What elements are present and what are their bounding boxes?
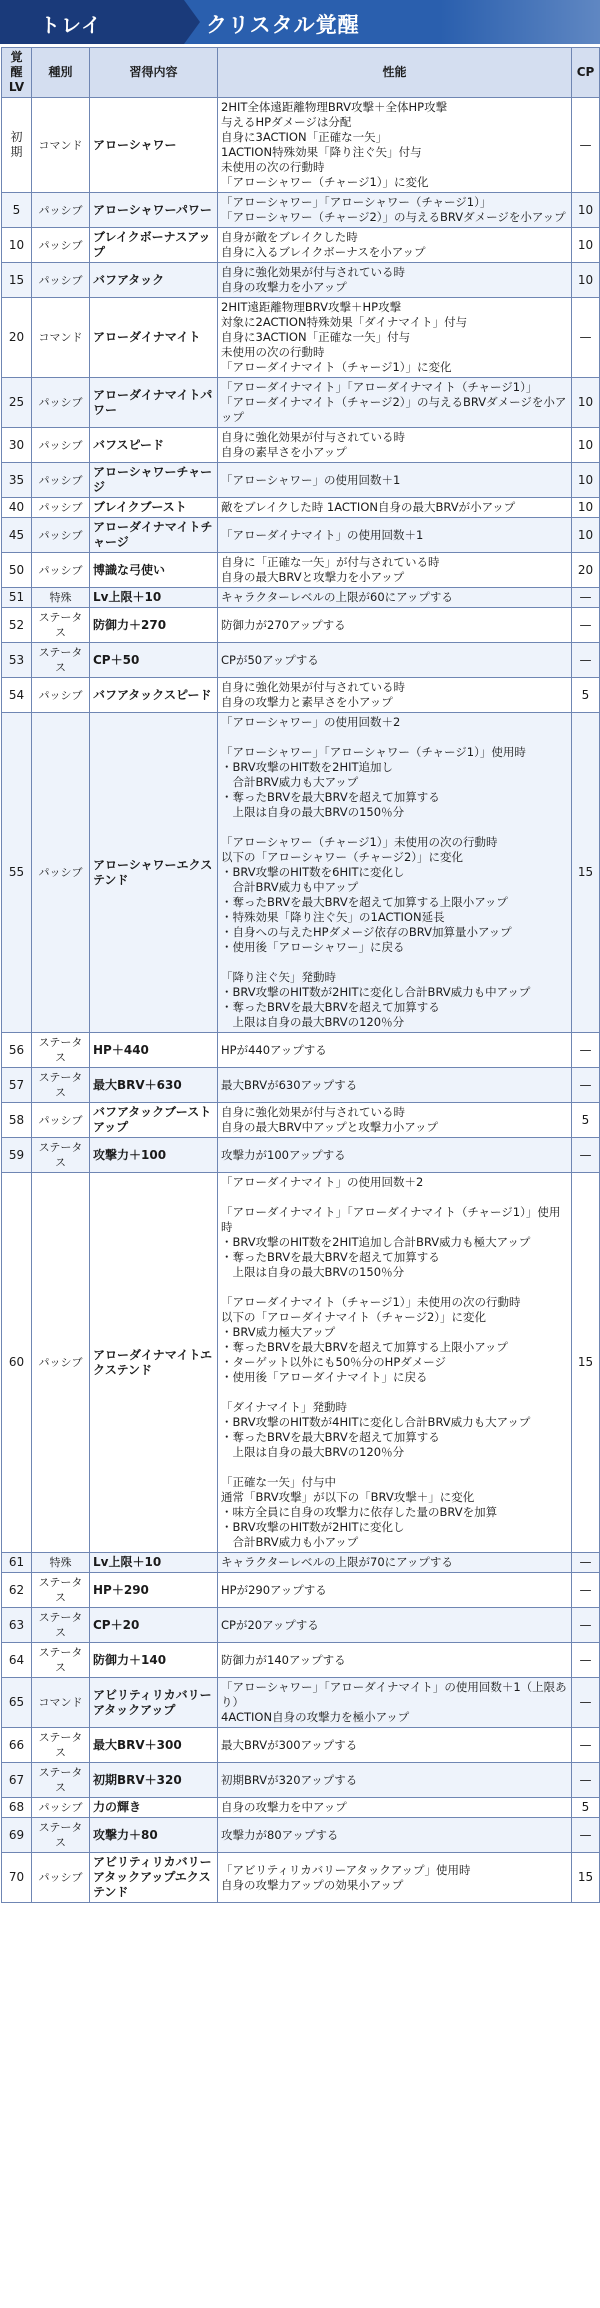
table-row xyxy=(2,98,600,193)
skill-name-cell: アローダイナマイト xyxy=(90,298,218,378)
performance-cell xyxy=(218,643,572,678)
table-row xyxy=(2,228,600,263)
performance-line: HPが290アップする xyxy=(221,1582,327,1597)
skill-name-cell: アビリティリカバリーアタックアップエクステンド xyxy=(90,1853,218,1903)
performance-cell xyxy=(218,518,572,553)
performance-line: CPが20アップする xyxy=(221,1617,319,1632)
awakening-level-cell: 25 xyxy=(2,378,32,428)
performance-line: 対象に2ACTION特殊効果「ダイナマイト」付与 xyxy=(221,315,468,329)
skill-name-cell: アビリティリカバリーアタックアップ xyxy=(90,1678,218,1728)
performance-line: 自身に強化効果が付与されている時 xyxy=(221,680,405,694)
cp-cell: 5 xyxy=(572,678,600,713)
skill-name-cell: CP＋50 xyxy=(90,643,218,678)
performance-cell xyxy=(218,588,572,608)
type-cell: 特殊 xyxy=(32,1553,90,1573)
type-cell: パッシブ xyxy=(32,1853,90,1903)
type-cell: ステータス xyxy=(32,1728,90,1763)
table-row xyxy=(2,1033,600,1068)
performance-line: 以下の「アローダイナマイト（チャージ2）」に変化 xyxy=(221,1310,487,1324)
performance-cell xyxy=(218,98,572,193)
cp-cell: 5 xyxy=(572,1103,600,1138)
performance-line: ・奪ったBRVを最大BRVを超えて加算する xyxy=(221,1430,440,1444)
performance-line: 「アローシャワー（チャージ1）」未使用の次の行動時 xyxy=(221,835,498,849)
awakening-level-cell: 54 xyxy=(2,678,32,713)
cp-cell: — xyxy=(572,1608,600,1643)
performance-cell xyxy=(218,1068,572,1103)
skill-name-cell: 防御力＋270 xyxy=(90,608,218,643)
header-decoration xyxy=(440,0,600,44)
performance-line: 未使用の次の行動時 xyxy=(221,160,325,174)
type-cell: パッシブ xyxy=(32,518,90,553)
performance-line: 自身の攻撃力を小アップ xyxy=(221,280,347,294)
awakening-level-cell: 51 xyxy=(2,588,32,608)
performance-cell xyxy=(218,553,572,588)
performance-line: 「アビリティリカバリーアタックアップ」使用時 xyxy=(221,1862,471,1877)
type-cell: パッシブ xyxy=(32,553,90,588)
awakening-level-cell: 35 xyxy=(2,463,32,498)
type-cell: パッシブ xyxy=(32,428,90,463)
awakening-level-cell: 68 xyxy=(2,1798,32,1818)
performance-line: ・奪ったBRVを最大BRVを超えて加算する上限小アップ xyxy=(221,895,508,909)
cp-cell: — xyxy=(572,1678,600,1728)
awakening-level-cell: 70 xyxy=(2,1853,32,1903)
cp-cell: 10 xyxy=(572,498,600,518)
performance-line xyxy=(221,1190,568,1205)
type-cell: パッシブ xyxy=(32,1798,90,1818)
type-cell: ステータス xyxy=(32,1068,90,1103)
col-header-skill: 習得内容 xyxy=(90,48,218,98)
performance-cell xyxy=(218,1573,572,1608)
skill-name-cell: 博識な弓使い xyxy=(90,553,218,588)
type-cell: パッシブ xyxy=(32,1173,90,1553)
table-row xyxy=(2,1763,600,1798)
performance-line: 「アローシャワー（チャージ2）」の与えるBRVダメージを小アップ xyxy=(221,210,566,224)
skill-name-cell: ブレイクブースト xyxy=(90,498,218,518)
skill-name-cell: アローシャワーチャージ xyxy=(90,463,218,498)
performance-line xyxy=(221,1385,568,1400)
cp-cell: 10 xyxy=(572,378,600,428)
performance-line: 自身に3ACTION「正確な一矢」付与 xyxy=(221,330,411,344)
col-header-cp: CP xyxy=(572,48,600,98)
performance-line: ・BRV攻撃のHIT数を2HIT追加し xyxy=(221,760,394,774)
performance-line: 「アローシャワー」の使用回数＋1 xyxy=(221,472,401,487)
performance-cell xyxy=(218,608,572,643)
skill-name-cell: CP＋20 xyxy=(90,1608,218,1643)
skill-name-cell: アローダイナマイトパワー xyxy=(90,378,218,428)
performance-cell xyxy=(218,463,572,498)
type-cell: 特殊 xyxy=(32,588,90,608)
cp-cell: — xyxy=(572,1553,600,1573)
col-header-type: 種別 xyxy=(32,48,90,98)
cp-cell: 10 xyxy=(572,428,600,463)
type-cell: ステータス xyxy=(32,643,90,678)
type-cell: コマンド xyxy=(32,98,90,193)
awakening-level-cell: 10 xyxy=(2,228,32,263)
col-header-lv: 覚醒LV xyxy=(2,48,32,98)
awakening-level-cell: 66 xyxy=(2,1728,32,1763)
type-cell: パッシブ xyxy=(32,713,90,1033)
cp-cell: — xyxy=(572,98,600,193)
cp-cell: 10 xyxy=(572,228,600,263)
cp-cell: — xyxy=(572,608,600,643)
page-header xyxy=(0,0,600,47)
performance-line xyxy=(221,1280,568,1295)
performance-line: 最大BRVが300アップする xyxy=(221,1737,358,1752)
type-cell: ステータス xyxy=(32,1138,90,1173)
awakening-level-cell: 53 xyxy=(2,643,32,678)
type-cell: ステータス xyxy=(32,1608,90,1643)
performance-line: CPが50アップする xyxy=(221,652,319,667)
skill-name-cell: 力の輝き xyxy=(90,1798,218,1818)
performance-line xyxy=(221,1460,568,1475)
performance-cell xyxy=(218,1608,572,1643)
performance-line: 上限は自身の最大BRVの120％分 xyxy=(221,1445,405,1459)
performance-cell xyxy=(218,378,572,428)
performance-line xyxy=(221,955,568,970)
performance-line: 「正確な一矢」付与中 xyxy=(221,1475,336,1489)
skill-name-cell: 初期BRV＋320 xyxy=(90,1763,218,1798)
skill-name-cell: Lv上限＋10 xyxy=(90,1553,218,1573)
awakening-level-cell: 63 xyxy=(2,1608,32,1643)
performance-line: ・BRV攻撃のHIT数が2HITに変化し合計BRV威力も中アップ xyxy=(221,985,531,999)
skill-name-cell: HP＋440 xyxy=(90,1033,218,1068)
table-row xyxy=(2,1818,600,1853)
type-cell: ステータス xyxy=(32,1763,90,1798)
type-cell: ステータス xyxy=(32,1033,90,1068)
cp-cell: — xyxy=(572,298,600,378)
performance-line: ・特殊効果「降り注ぐ矢」の1ACTION延長 xyxy=(221,910,445,924)
type-cell: ステータス xyxy=(32,1818,90,1853)
cp-cell: 10 xyxy=(572,193,600,228)
type-cell: パッシブ xyxy=(32,263,90,298)
performance-line: 合計BRV威力も大アップ xyxy=(221,775,359,789)
table-row xyxy=(2,1608,600,1643)
type-cell: パッシブ xyxy=(32,193,90,228)
performance-cell xyxy=(218,1763,572,1798)
type-cell: パッシブ xyxy=(32,463,90,498)
awakening-level-cell: 5 xyxy=(2,193,32,228)
performance-line: 「アローシャワー」「アローダイナマイト」の使用回数＋1（上限あり） xyxy=(221,1680,567,1709)
cp-cell: 15 xyxy=(572,713,600,1033)
performance-line: 攻撃力が100アップする xyxy=(221,1147,346,1162)
performance-line: 与えるHPダメージは分配 xyxy=(221,115,352,129)
cp-cell: — xyxy=(572,1033,600,1068)
performance-line: 「アローシャワー」「アローシャワー（チャージ1）」 xyxy=(221,195,492,209)
awakening-level-cell: 64 xyxy=(2,1643,32,1678)
performance-line: 「アローダイナマイト（チャージ2）」の与えるBRVダメージを小アップ xyxy=(221,395,567,424)
skill-name-cell: 最大BRV＋630 xyxy=(90,1068,218,1103)
section-title: クリスタル覚醒 xyxy=(206,13,360,37)
performance-line: 合計BRV威力も中アップ xyxy=(221,880,359,894)
col-header-performance: 性能 xyxy=(218,48,572,98)
table-row xyxy=(2,428,600,463)
awakening-level-cell: 67 xyxy=(2,1763,32,1798)
cp-cell: 10 xyxy=(572,463,600,498)
type-cell: ステータス xyxy=(32,1643,90,1678)
cp-cell: — xyxy=(572,1643,600,1678)
performance-line: 「アローダイナマイト」の使用回数＋1 xyxy=(221,527,424,542)
performance-line: 「降り注ぐ矢」発動時 xyxy=(221,970,336,984)
cp-cell: — xyxy=(572,1573,600,1608)
performance-cell xyxy=(218,298,572,378)
skill-name-cell: ブレイクボーナスアップ xyxy=(90,228,218,263)
performance-line: 上限は自身の最大BRVの150％分 xyxy=(221,805,405,819)
table-row xyxy=(2,1728,600,1763)
performance-line: 自身の攻撃力と素早さを小アップ xyxy=(221,695,393,709)
cp-cell: 10 xyxy=(572,518,600,553)
table-row xyxy=(2,1678,600,1728)
table-row xyxy=(2,1798,600,1818)
performance-line: 自身の攻撃力を中アップ xyxy=(221,1800,347,1814)
performance-line: ・BRV威力極大アップ xyxy=(221,1325,336,1339)
performance-line: 上限は自身の最大BRVの150％分 xyxy=(221,1265,405,1279)
performance-line: 4ACTION自身の攻撃力を極小アップ xyxy=(221,1710,410,1724)
awakening-level-cell: 52 xyxy=(2,608,32,643)
performance-line: 自身に3ACTION「正確な一矢」 xyxy=(221,130,388,144)
awakening-level-cell: 15 xyxy=(2,263,32,298)
performance-line: ・奪ったBRVを最大BRVを超えて加算する xyxy=(221,1250,440,1264)
performance-line: ・ターゲット以外にも50％分のHPダメージ xyxy=(221,1355,447,1369)
awakening-level-cell: 59 xyxy=(2,1138,32,1173)
type-cell: パッシブ xyxy=(32,1103,90,1138)
type-cell: ステータス xyxy=(32,608,90,643)
skill-name-cell: アローダイナマイトエクステンド xyxy=(90,1173,218,1553)
table-row xyxy=(2,1138,600,1173)
performance-line: HPが440アップする xyxy=(221,1042,327,1057)
awakening-level-cell: 60 xyxy=(2,1173,32,1553)
skill-name-cell: Lv上限＋10 xyxy=(90,588,218,608)
awakening-level-cell: 55 xyxy=(2,713,32,1033)
performance-line: 初期BRVが320アップする xyxy=(221,1772,358,1787)
performance-cell xyxy=(218,1103,572,1138)
character-name: トレイ xyxy=(40,13,102,37)
cp-cell: 10 xyxy=(572,263,600,298)
performance-line: 自身の最大BRV中アップと攻撃力小アップ xyxy=(221,1120,439,1134)
type-cell: パッシブ xyxy=(32,678,90,713)
performance-line: ・自身への与えたHPダメージ依存のBRV加算量小アップ xyxy=(221,925,512,939)
skill-name-cell: バフスピード xyxy=(90,428,218,463)
performance-line: 自身に「正確な一矢」が付与されている時 xyxy=(221,555,440,569)
cp-cell: — xyxy=(572,1728,600,1763)
performance-line: ・奪ったBRVを最大BRVを超えて加算する上限小アップ xyxy=(221,1340,508,1354)
performance-line: 以下の「アローシャワー（チャージ2）」に変化 xyxy=(221,850,464,864)
awakening-level-cell: 50 xyxy=(2,553,32,588)
performance-line: 自身の最大BRVと攻撃力を小アップ xyxy=(221,570,405,584)
table-row xyxy=(2,1553,600,1573)
performance-line: 「アローダイナマイト」「アローダイナマイト（チャージ1）」使用時 xyxy=(221,1205,561,1234)
skill-name-cell: アローダイナマイトチャージ xyxy=(90,518,218,553)
performance-line: 自身に強化効果が付与されている時 xyxy=(221,1105,405,1119)
table-row xyxy=(2,378,600,428)
type-cell: コマンド xyxy=(32,1678,90,1728)
awakening-level-cell: 40 xyxy=(2,498,32,518)
awakening-level-cell: 61 xyxy=(2,1553,32,1573)
performance-line: 敵をブレイクした時 1ACTION自身の最大BRVが小アップ xyxy=(221,500,516,514)
performance-line: ・BRV攻撃のHIT数が4HITに変化し合計BRV威力も大アップ xyxy=(221,1415,531,1429)
performance-line xyxy=(221,730,568,745)
cp-cell: — xyxy=(572,1763,600,1798)
performance-line: 「ダイナマイト」発動時 xyxy=(221,1400,348,1414)
performance-cell xyxy=(218,713,572,1033)
table-row xyxy=(2,1573,600,1608)
table-body xyxy=(2,98,600,1903)
performance-cell xyxy=(218,1138,572,1173)
performance-line: ・奪ったBRVを最大BRVを超えて加算する xyxy=(221,1000,440,1014)
performance-line: ・使用後「アローシャワー」に戻る xyxy=(221,940,405,954)
table-row xyxy=(2,193,600,228)
type-cell: パッシブ xyxy=(32,378,90,428)
performance-cell xyxy=(218,1728,572,1763)
performance-line: 「アローダイナマイト」の使用回数＋2 xyxy=(221,1175,424,1189)
performance-line: 「アローダイナマイト」「アローダイナマイト（チャージ1）」 xyxy=(221,380,538,394)
table-row xyxy=(2,263,600,298)
performance-line: ・使用後「アローダイナマイト」に戻る xyxy=(221,1370,428,1384)
table-row xyxy=(2,553,600,588)
cp-cell: 20 xyxy=(572,553,600,588)
performance-cell xyxy=(218,1818,572,1853)
table-row xyxy=(2,463,600,498)
performance-line: ・BRV攻撃のHIT数が2HITに変化し xyxy=(221,1520,405,1534)
skill-name-cell: バフアタック xyxy=(90,263,218,298)
performance-cell xyxy=(218,678,572,713)
performance-cell xyxy=(218,263,572,298)
performance-line: 防御力が270アップする xyxy=(221,617,346,632)
cp-cell: — xyxy=(572,643,600,678)
table-row xyxy=(2,713,600,1033)
performance-line: 自身に強化効果が付与されている時 xyxy=(221,265,405,279)
awakening-level-cell: 58 xyxy=(2,1103,32,1138)
performance-line: ・味方全員に自身の攻撃力に依存した量のBRVを加算 xyxy=(221,1505,498,1519)
performance-line: 自身に強化効果が付与されている時 xyxy=(221,430,405,444)
performance-cell xyxy=(218,498,572,518)
awakening-level-cell: 45 xyxy=(2,518,32,553)
performance-cell xyxy=(218,1173,572,1553)
awakening-level-cell: 69 xyxy=(2,1818,32,1853)
type-cell: パッシブ xyxy=(32,498,90,518)
performance-line xyxy=(221,820,568,835)
cp-cell: — xyxy=(572,1138,600,1173)
awakening-level-cell: 20 xyxy=(2,298,32,378)
awakening-level-cell: 30 xyxy=(2,428,32,463)
performance-line: 防御力が140アップする xyxy=(221,1652,346,1667)
performance-cell xyxy=(218,228,572,263)
skill-name-cell: バフアタックスピード xyxy=(90,678,218,713)
awakening-table xyxy=(1,47,600,1903)
performance-line: 自身の素早さを小アップ xyxy=(221,445,347,459)
table-row xyxy=(2,518,600,553)
table-row xyxy=(2,588,600,608)
table-row xyxy=(2,498,600,518)
table-row xyxy=(2,298,600,378)
awakening-level-cell: 初期 xyxy=(2,98,32,193)
skill-name-cell: アローシャワーエクステンド xyxy=(90,713,218,1033)
skill-name-cell: 攻撃力＋100 xyxy=(90,1138,218,1173)
performance-line: 「アローダイナマイト（チャージ1）」に変化 xyxy=(221,360,452,374)
skill-name-cell: バフアタックブーストアップ xyxy=(90,1103,218,1138)
table-header-row xyxy=(2,48,600,98)
performance-line: 最大BRVが630アップする xyxy=(221,1077,358,1092)
awakening-level-cell: 62 xyxy=(2,1573,32,1608)
cp-cell: 15 xyxy=(572,1853,600,1903)
skill-name-cell: HP＋290 xyxy=(90,1573,218,1608)
performance-line: 通常「BRV攻撃」が以下の「BRV攻撃＋」に変化 xyxy=(221,1490,475,1504)
performance-cell xyxy=(218,428,572,463)
performance-line: キャラクターレベルの上限が60にアップする xyxy=(221,590,453,604)
performance-cell xyxy=(218,193,572,228)
type-cell: コマンド xyxy=(32,298,90,378)
performance-line: 自身の攻撃力アップの効果小アップ xyxy=(221,1877,404,1892)
performance-line: 2HIT全体遠距離物理BRV攻撃＋全体HP攻撃 xyxy=(221,100,448,114)
performance-line: キャラクターレベルの上限が70にアップする xyxy=(221,1555,453,1569)
skill-name-cell: 防御力＋140 xyxy=(90,1643,218,1678)
awakening-level-cell: 56 xyxy=(2,1033,32,1068)
performance-line: 未使用の次の行動時 xyxy=(221,345,325,359)
skill-name-cell: アローシャワーパワー xyxy=(90,193,218,228)
cp-cell: — xyxy=(572,588,600,608)
performance-line: 「アローシャワー」「アローシャワー（チャージ1）」使用時 xyxy=(221,745,526,759)
cp-cell: — xyxy=(572,1068,600,1103)
table-row xyxy=(2,608,600,643)
performance-line: ・BRV攻撃のHIT数を2HIT追加し合計BRV威力も極大アップ xyxy=(221,1235,531,1249)
performance-line: ・奪ったBRVを最大BRVを超えて加算する xyxy=(221,790,440,804)
table-row xyxy=(2,678,600,713)
cp-cell: — xyxy=(572,1818,600,1853)
performance-line: ・BRV攻撃のHIT数を6HITに変化し xyxy=(221,865,405,879)
performance-line: 上限は自身の最大BRVの120％分 xyxy=(221,1015,405,1029)
performance-cell xyxy=(218,1033,572,1068)
performance-cell xyxy=(218,1798,572,1818)
performance-cell xyxy=(218,1643,572,1678)
type-cell: ステータス xyxy=(32,1573,90,1608)
skill-name-cell: 最大BRV＋300 xyxy=(90,1728,218,1763)
skill-name-cell: 攻撃力＋80 xyxy=(90,1818,218,1853)
performance-cell xyxy=(218,1553,572,1573)
cp-cell: 5 xyxy=(572,1798,600,1818)
performance-line: 「アローダイナマイト（チャージ1）」未使用の次の行動時 xyxy=(221,1295,521,1309)
awakening-level-cell: 65 xyxy=(2,1678,32,1728)
performance-line: 「アローシャワー」の使用回数＋2 xyxy=(221,715,401,729)
table-row xyxy=(2,1643,600,1678)
cp-cell: 15 xyxy=(572,1173,600,1553)
performance-line: 攻撃力が80アップする xyxy=(221,1827,339,1842)
awakening-level-cell: 57 xyxy=(2,1068,32,1103)
performance-line: 自身が敵をブレイクした時 xyxy=(221,230,358,244)
skill-name-cell: アローシャワー xyxy=(90,98,218,193)
table-row xyxy=(2,1853,600,1903)
performance-line: 合計BRV威力も小アップ xyxy=(221,1535,359,1549)
performance-cell xyxy=(218,1853,572,1903)
type-cell: パッシブ xyxy=(32,228,90,263)
table-row xyxy=(2,1173,600,1553)
performance-line: 「アローシャワー（チャージ1）」に変化 xyxy=(221,175,429,189)
performance-line: 2HIT遠距離物理BRV攻撃＋HP攻撃 xyxy=(221,300,402,314)
table-row xyxy=(2,1068,600,1103)
performance-line: 1ACTION特殊効果「降り注ぐ矢」付与 xyxy=(221,145,422,159)
table-row xyxy=(2,1103,600,1138)
performance-cell xyxy=(218,1678,572,1728)
table-row xyxy=(2,643,600,678)
performance-line: 自身に入るブレイクボーナスを小アップ xyxy=(221,245,426,259)
